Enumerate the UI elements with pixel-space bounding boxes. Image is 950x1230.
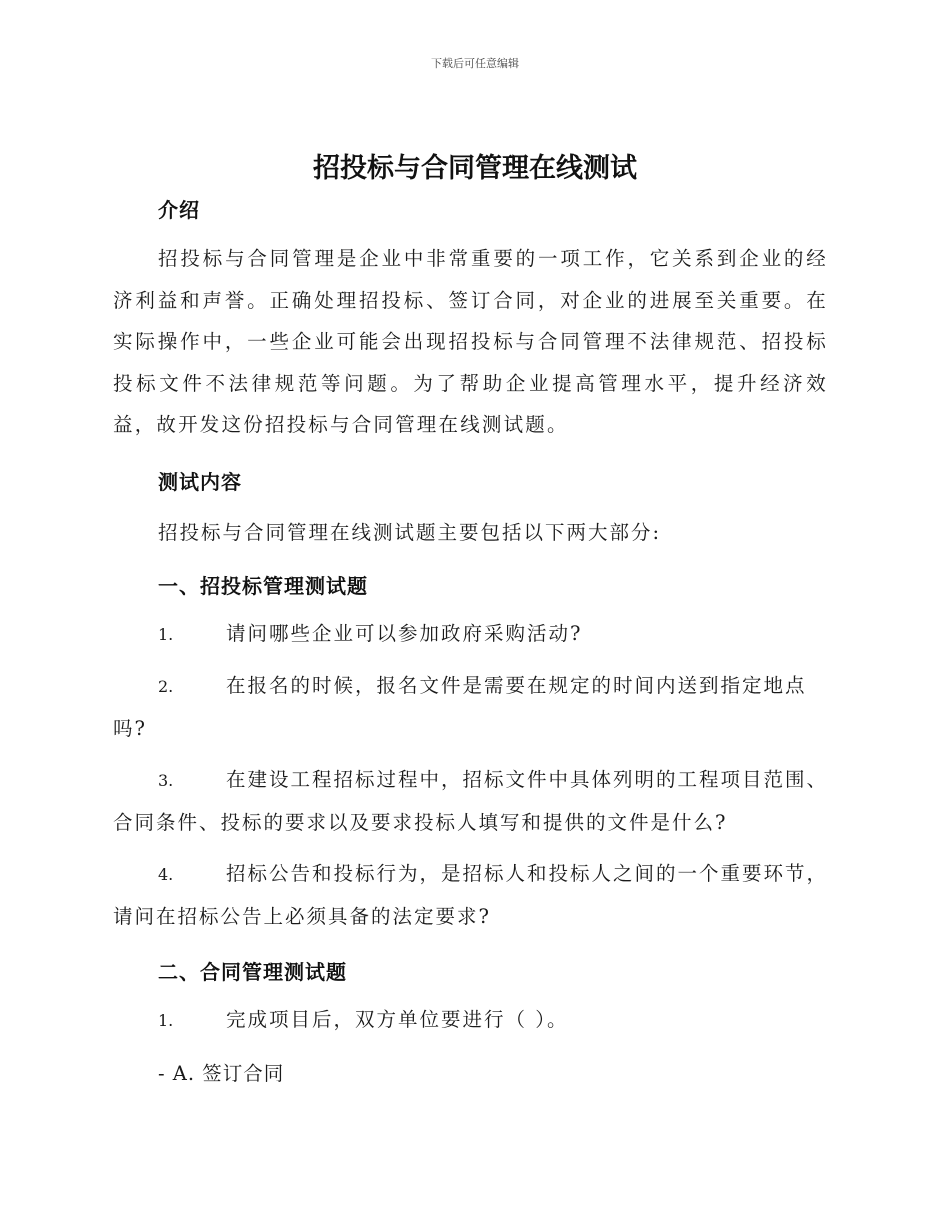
question-text: 完成项目后，双方单位要进行（ ）。 (226, 1008, 569, 1031)
intro-heading: 介绍 (158, 198, 200, 222)
question-number: 2. (158, 677, 174, 696)
content-summary: 招投标与合同管理在线测试题主要包括以下两大部分: (158, 521, 662, 544)
question-text: 招标公告和投标行为，是招标人和投标人之间的一个重要环节，请问在招标公告上必须具备的法定要求? (113, 862, 829, 928)
question-number: 4. (158, 865, 174, 884)
question-item (113, 665, 828, 749)
answer-option-a: - A. 签订合同 (158, 1062, 285, 1085)
question-item (113, 999, 828, 1042)
section1-heading: 一、招投标管理测试题 (158, 574, 368, 598)
question-item (113, 853, 828, 937)
section2-heading: 二、合同管理测试题 (158, 960, 347, 984)
question-number: 1. (158, 625, 174, 644)
question-number: 1. (158, 1011, 174, 1030)
question-number: 3. (158, 771, 174, 790)
content-heading: 测试内容 (158, 470, 242, 494)
question-item (113, 759, 828, 843)
question-text: 请问哪些企业可以参加政府采购活动? (226, 622, 583, 645)
question-text: 在建设工程招标过程中，招标文件中具体列明的工程项目范围、合同条件、投标的要求以及要求投标人填写和提供的文件是什么? (113, 768, 829, 834)
question-text: 在报名的时候，报名文件是需要在规定的时间内送到指定地点吗? (113, 674, 807, 740)
page-header-note: 下载后可任意编辑 (431, 57, 519, 70)
document-title: 招投标与合同管理在线测试 (313, 153, 637, 184)
intro-paragraph: 招投标与合同管理是企业中非常重要的一项工作，它关系到企业的经济利益和声誉。正确处理招投标、签订合同，对企业的进展至关重要。在实际操作中，一些企业可能会出现招投标与合同管理不法律规范、招投标投标文件不法律规范等问题。为了帮助企业提高管理水平，提升经济效益，故开发这份招投标与合同管理在线测试题。 (113, 247, 828, 436)
question-item (113, 613, 828, 656)
